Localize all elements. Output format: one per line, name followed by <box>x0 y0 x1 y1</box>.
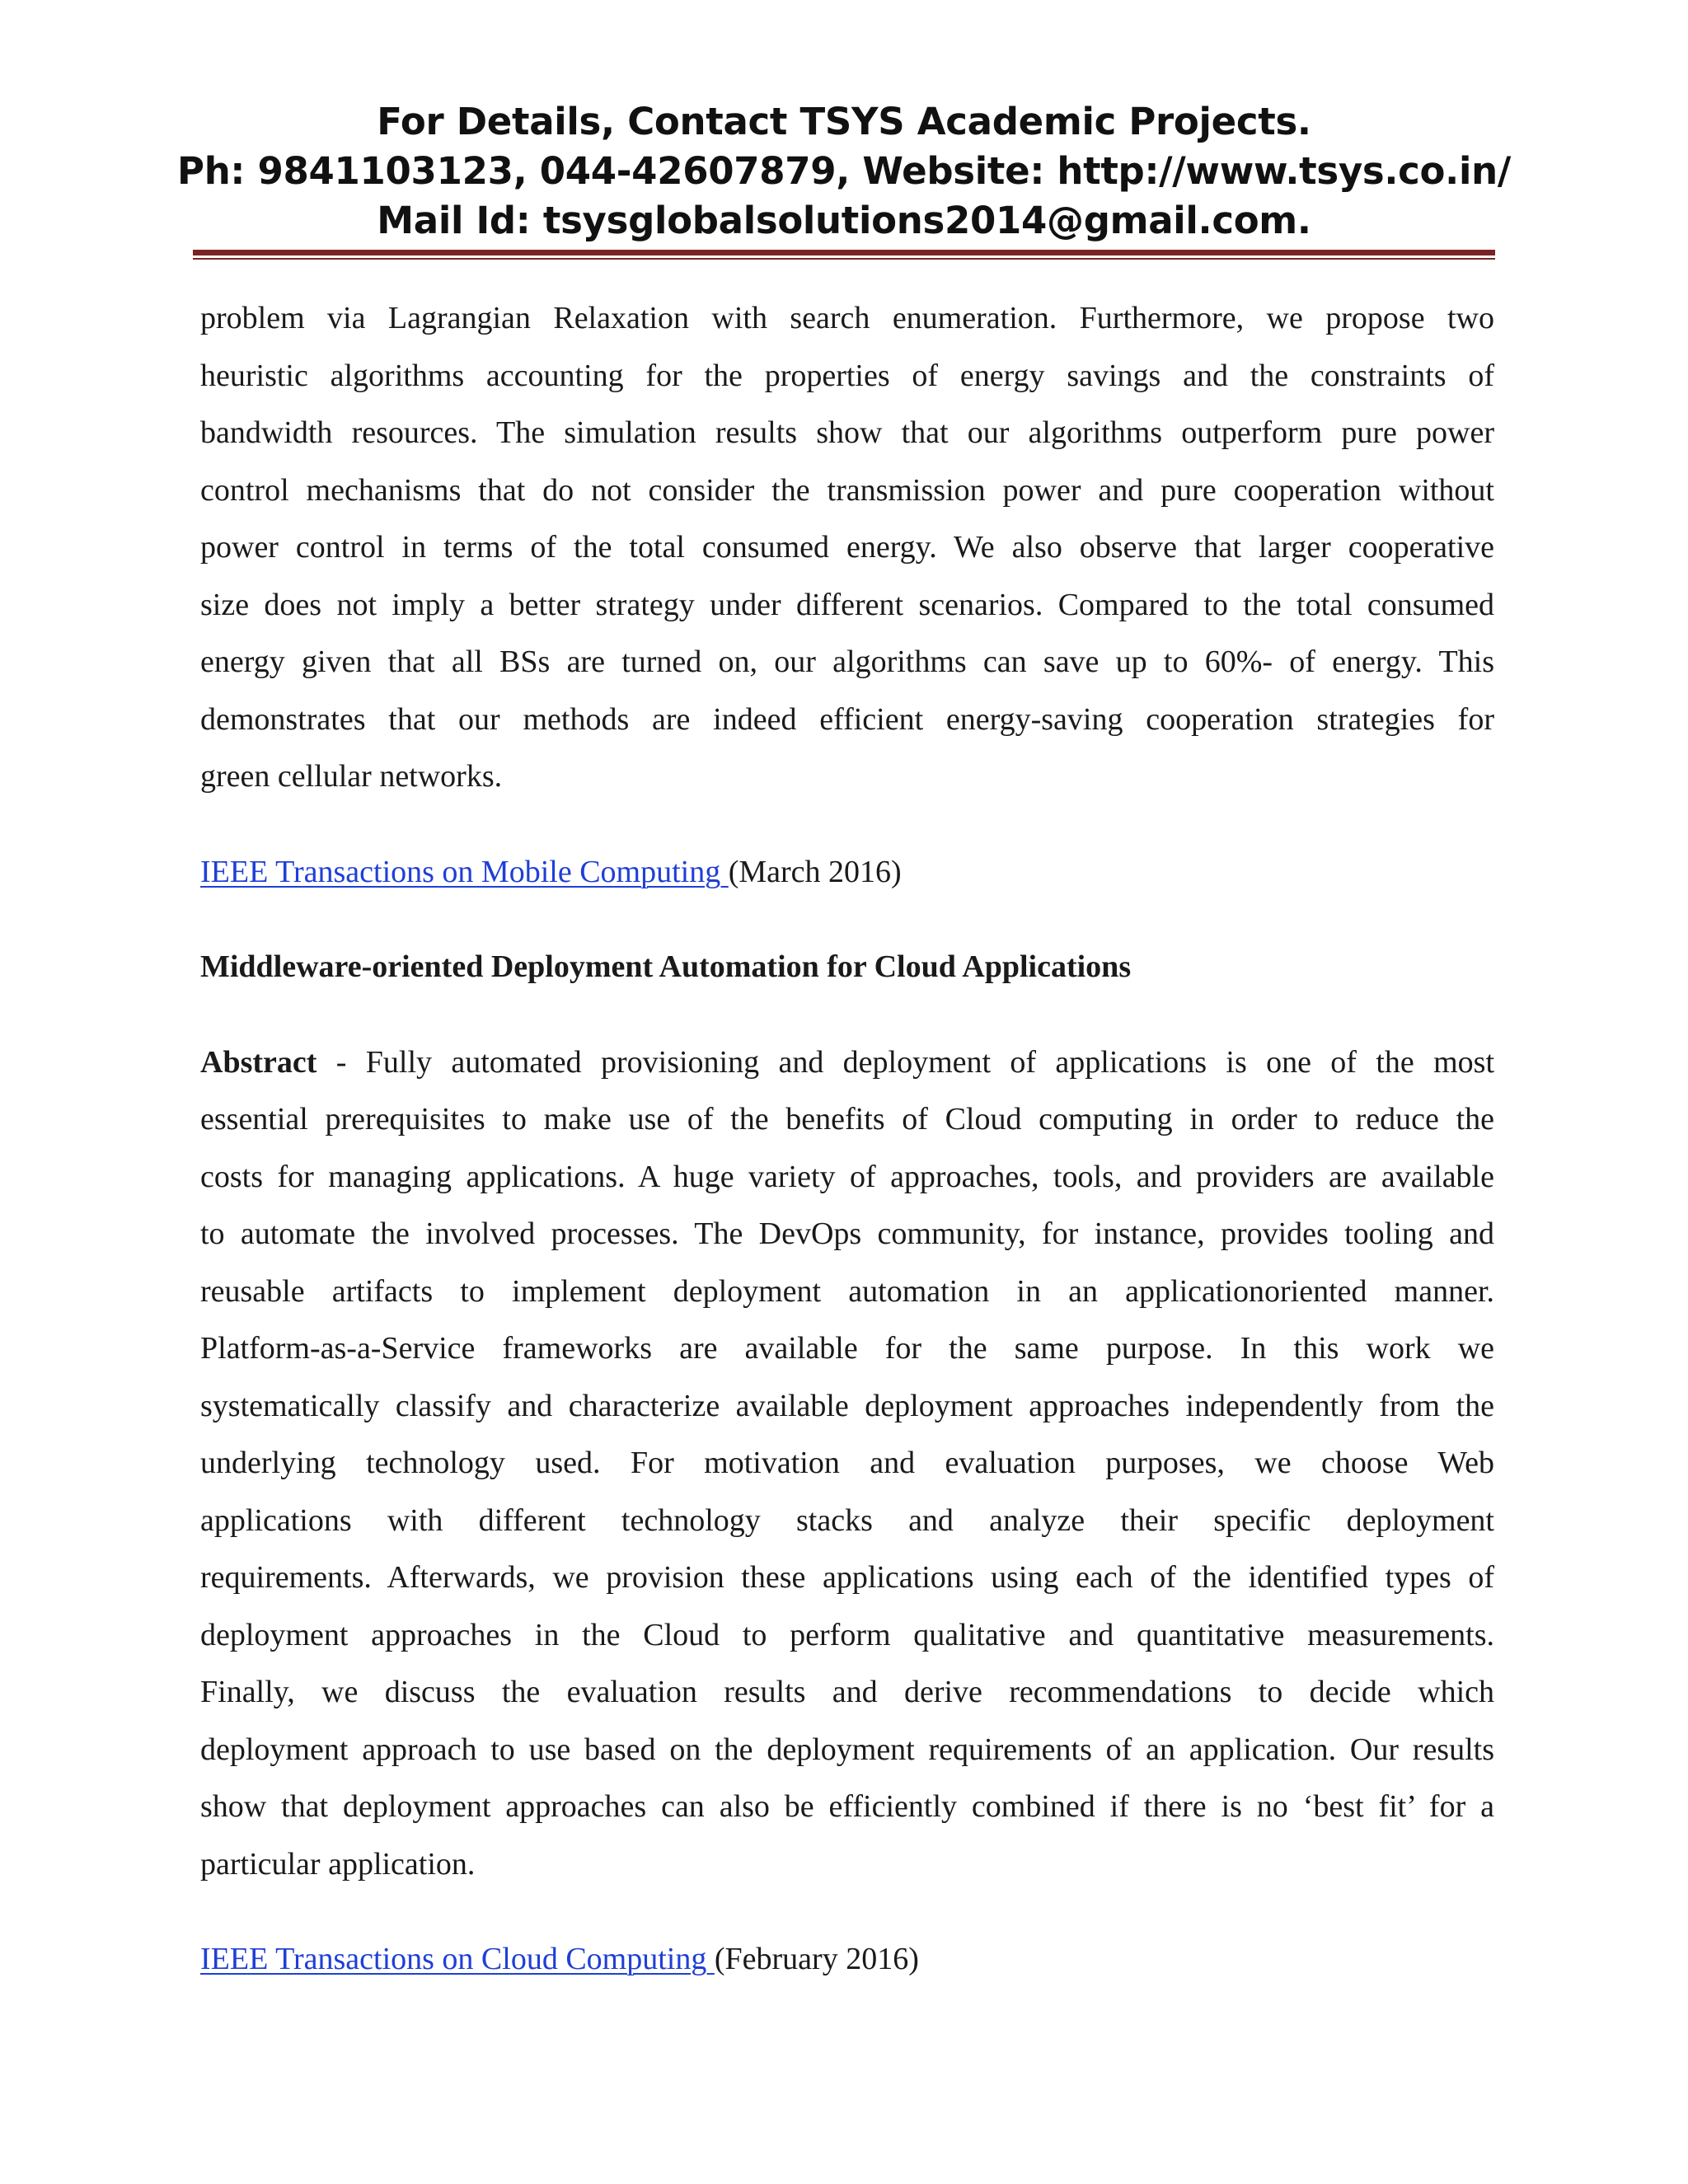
section2-source-date: (February 2016) <box>714 1942 919 1976</box>
text-line: essential prerequisites to make use of the benefits of Cloud computing in order to reduce the <box>200 1102 1494 1137</box>
paper-title: Middleware-oriented Deployment Automation for Cloud Applications <box>200 949 1132 984</box>
text-line: green cellular networks. <box>200 759 503 794</box>
text-line: control mechanisms that do not consider the transmission power and pure cooperation without <box>200 472 1494 508</box>
text-line: requirements. Afterwards, we provision these applications using each of the identified types of <box>200 1560 1494 1595</box>
text-line <box>200 1034 1494 1092</box>
header-divider-thin <box>193 258 1495 260</box>
section2-source <box>200 1931 1494 1989</box>
text-line: applications with different technology stacks and analyze their specific deployment <box>200 1502 1494 1538</box>
header-contact-line: For Details, Contact TSYS Academic Projects. <box>377 100 1311 143</box>
text-line: power control in terms of the total consumed energy. We also observe that larger cooperative <box>200 530 1494 565</box>
text-line: underlying technology used. For motivation and evaluation purposes, we choose Web <box>200 1446 1494 1480</box>
cloud-computing-link[interactable]: IEEE Transactions on Cloud Computing <box>200 1942 715 1976</box>
text-line: systematically classify and characterize available deployment approaches independently from the <box>200 1388 1494 1423</box>
text-line: particular application. <box>200 1846 476 1882</box>
page-header <box>0 97 1688 246</box>
text-line: show that deployment approaches can also be efficiently combined if there is no ‘best fit’ for a <box>200 1789 1494 1824</box>
text-line: Platform-as-a-Service frameworks are available for the same purpose. In this work we <box>200 1331 1494 1366</box>
text-line: energy given that all BSs are turned on, our algorithms can save up to 60%- of energy. This <box>200 644 1494 679</box>
mobile-computing-link[interactable]: IEEE Transactions on Mobile Computing <box>200 854 729 889</box>
section1-source <box>200 844 1494 902</box>
section1-source-date: (March 2016) <box>728 854 902 889</box>
section2-abstract <box>200 1034 1494 1894</box>
text-line: reusable artifacts to implement deployment automation in an applicationoriented manner. <box>200 1273 1494 1309</box>
text-line: Finally, we discuss the evaluation results and derive recommendations to decide which <box>200 1675 1494 1709</box>
section1-abstract-continuation <box>200 290 1494 806</box>
text-line: deployment approach to use based on the deployment requirements of an application. Our results <box>200 1732 1494 1767</box>
text-line: costs for managing applications. A huge variety of approaches, tools, and providers are available <box>200 1159 1494 1194</box>
text-line: to automate the involved processes. The DevOps community, for instance, provides tooling and <box>200 1216 1494 1251</box>
text-line: deployment approaches in the Cloud to perform qualitative and quantitative measurements. <box>200 1617 1494 1652</box>
text-line: problem via Lagrangian Relaxation with search enumeration. Furthermore, we propose two <box>200 301 1494 335</box>
text-line: bandwidth resources. The simulation results show that our algorithms outperform pure power <box>200 415 1494 450</box>
header-phone-website-line: Ph: 9841103123, 044-42607879, Website: http://www.tsys.co.in/ <box>177 149 1511 193</box>
text-line: heuristic algorithms accounting for the properties of energy savings and the constraints of <box>200 358 1494 393</box>
abstract-label: Abstract <box>200 1044 317 1080</box>
text-line: demonstrates that our methods are indeed efficient energy-saving cooperation strategies for <box>200 701 1494 737</box>
header-email-line: Mail Id: tsysglobalsolutions2014@gmail.com. <box>377 199 1311 242</box>
document-body <box>200 290 1494 1989</box>
text-line: size does not imply a better strategy under different scenarios. Compared to the total consumed <box>200 587 1494 622</box>
abstract-first-line: - Fully automated provisioning and deployment of applications is one of the most <box>316 1044 1494 1080</box>
header-divider-thick <box>193 250 1495 255</box>
